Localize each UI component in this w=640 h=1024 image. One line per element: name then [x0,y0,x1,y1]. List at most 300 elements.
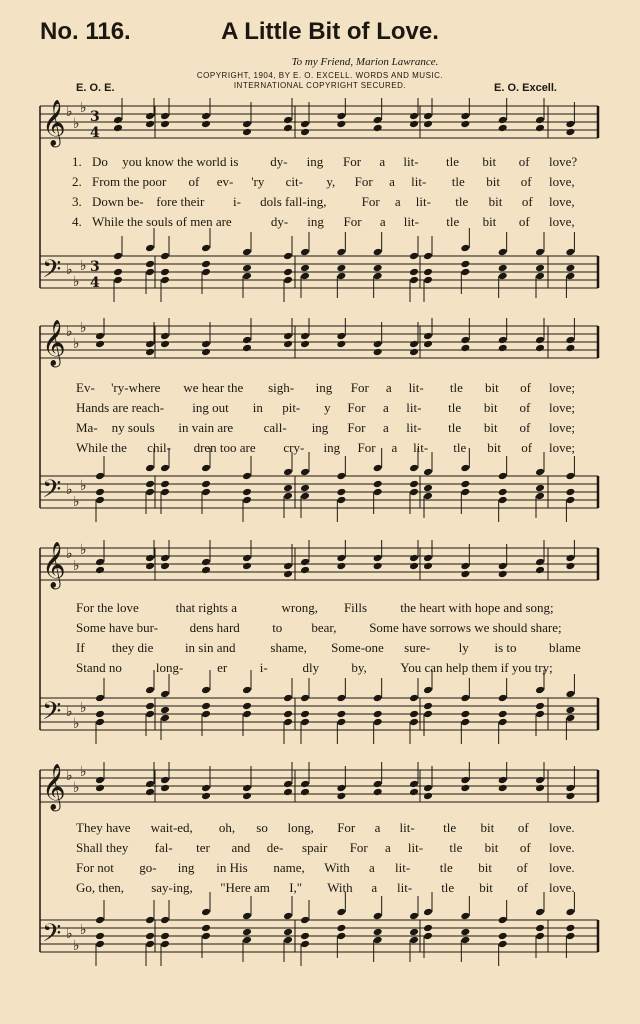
lyric-syllable: Ev- [76,380,95,395]
lyric-syllable: so [256,820,268,835]
flat-icon: ♭ [66,926,73,942]
flat-icon: ♭ [66,324,73,340]
lyric-syllable: For [357,440,376,455]
note-head [201,464,211,473]
music-staves [0,540,640,758]
lyric-syllable: you know the world is [122,154,239,169]
lyric-syllable: of [517,820,529,835]
lyric-syllable: wait-ed, [150,820,193,835]
note-head [498,344,508,353]
note-head [283,332,293,341]
lyric-syllable: lit- [411,174,427,189]
lyric-syllable: bit [479,880,493,895]
lyric-syllable: y, [326,174,336,189]
lyric-syllable: tle [446,214,460,229]
note-head [460,260,470,269]
note-head [201,558,211,567]
lyric-syllable: Some have bur- [76,620,159,635]
lyric-syllable: lit- [406,400,422,415]
note-head [145,916,155,925]
lyric-syllable: tle [446,154,459,169]
verse-number: 3. [72,194,82,209]
lyric-syllable: by, [351,660,367,675]
lyric-syllable: in sin and [184,640,236,655]
note-head [283,484,293,493]
note-head [423,932,433,941]
note-head [242,336,252,345]
note-head [460,912,470,921]
lyric-syllable: lit- [403,154,419,169]
note-head [300,932,310,941]
flat-icon: ♭ [80,478,87,494]
note-head [336,264,346,273]
note-head [242,488,252,497]
note-head [95,932,105,941]
note-head [300,468,310,477]
treble-clef-icon: 𝄞 [42,320,66,366]
note-head [95,916,105,925]
lyric-syllable: lit- [395,860,411,875]
note-head [409,480,419,489]
note-head [409,912,419,921]
note-head [423,562,433,571]
flat-icon: ♭ [73,558,80,574]
note-head [160,690,170,699]
note-head [535,566,545,575]
note-head [145,710,155,719]
verse-number: 1. [72,154,82,169]
lyric-syllable: a [368,860,375,875]
note-head [242,120,252,129]
note-head [145,112,155,121]
note-head [95,488,105,497]
lyric-syllable: bit [486,174,500,189]
note-head [201,784,211,793]
note-head [160,112,170,121]
note-head [409,710,419,719]
note-head [498,940,508,949]
lyric-syllable: love. [549,820,575,835]
note-head [283,562,293,571]
note-head [409,780,419,789]
lyric-syllable: bit [484,380,499,395]
bass-clef-icon: 𝄢 [42,475,62,510]
flat-icon: ♭ [73,780,80,796]
note-head [498,248,508,257]
flat-icon: ♭ [73,274,80,290]
note-head [242,496,252,505]
lyric-syllable: For [347,400,366,415]
lyric-syllable: For not [76,860,114,875]
flat-icon: ♭ [80,922,87,938]
lyric-syllable: in [252,400,263,415]
flat-icon: ♭ [80,258,87,274]
music-system-3 [0,540,640,758]
note-head [460,244,470,253]
music-system-4 [0,762,640,980]
flat-icon: ♭ [66,768,73,784]
note-head [145,780,155,789]
note-head [498,116,508,125]
lyric-syllable: bit [484,840,499,855]
note-head [95,340,105,349]
lyric-syllable: a [383,420,389,435]
lyric-syllable: long- [155,660,184,675]
note-head [95,784,105,793]
lyric-syllable: of [521,194,533,209]
note-head [113,116,123,125]
note-head [95,472,105,481]
note-head [423,686,433,695]
lyric-syllable: lit- [397,880,413,895]
lyric-syllable: and [231,840,251,855]
lyric-syllable: a [384,840,391,855]
lyric-syllable: dy- [270,214,289,229]
note-head [300,120,310,129]
note-head [283,252,293,261]
note-head [336,718,346,727]
note-head [373,248,383,257]
lyric-syllable: Hands are reach- [76,400,165,415]
note-head [423,468,433,477]
note-head [423,710,433,719]
note-head [535,686,545,695]
note-head [242,928,252,937]
note-head [160,276,170,285]
note-head [300,128,310,137]
lyric-syllable: ing [177,860,195,875]
note-head [201,348,211,357]
note-head [565,690,575,699]
note-head [283,124,293,133]
lyric-syllable: of [519,420,531,435]
note-head [535,116,545,125]
lyric-syllable: a [374,820,381,835]
note-head [373,272,383,281]
note-head [423,112,433,121]
note-head [283,570,293,579]
lyric-syllable: tle [451,174,465,189]
note-head [145,788,155,797]
note-head [160,488,170,497]
note-head [409,348,419,357]
lyric-syllable: love. [549,880,575,895]
lyric-syllable: I," [289,880,303,895]
lyric-syllable: i- [259,660,268,675]
note-head [145,702,155,711]
note-head [300,694,310,703]
note-head [95,496,105,505]
note-head [242,344,252,353]
note-head [535,248,545,257]
note-head [145,488,155,497]
lyric-syllable: For [343,214,362,229]
note-head [160,940,170,949]
note-head [201,702,211,711]
flat-icon: ♭ [80,100,87,116]
lyric-syllable: lit- [403,214,419,229]
time-signature-icon: 4 [90,125,100,141]
note-head [373,936,383,945]
note-head [409,120,419,129]
lyric-syllable: 'ry-where [111,380,161,395]
lyric-syllable: ing [307,214,324,229]
note-head [336,120,346,129]
lyric-syllable: of [517,880,529,895]
note-head [95,776,105,785]
note-head [460,488,470,497]
note-head [300,340,310,349]
lyric-syllable: Some-one [331,640,384,655]
note-head [498,570,508,579]
lyric-syllable: sure- [404,640,431,655]
note-head [300,272,310,281]
lyric-syllable: that rights a [175,600,238,615]
lyric-syllable: bit [482,214,497,229]
note-head [300,916,310,925]
note-head [242,792,252,801]
verse-number: 4. [72,214,82,229]
flat-icon: ♭ [73,494,80,510]
note-head [145,260,155,269]
note-head [409,788,419,797]
lyric-syllable: a [389,174,395,189]
note-head [336,908,346,917]
lyric-syllable: ing [315,380,333,395]
dedication: To my Friend, Marion Lawrance. [291,56,439,68]
note-head [535,924,545,933]
lyric-syllable: tle [453,440,467,455]
note-head [201,260,211,269]
note-head [565,248,575,257]
lyric-syllable: chil- [147,440,171,455]
lyric-syllable: dens hard [189,620,240,635]
music-system-1 [0,98,640,316]
note-head [460,344,470,353]
note-head [460,784,470,793]
copyright [120,71,520,91]
lyric-syllable: ing [306,154,324,169]
note-head [565,714,575,723]
lyricist-credit: E. O. E. [76,82,115,94]
lyric-syllable: tle [439,860,453,875]
copyright-line-2: INTERNATIONAL COPYRIGHT SECURED. [233,81,407,90]
note-head [242,264,252,273]
lyric-syllable: shame, [270,640,307,655]
hymn-header [0,0,640,100]
note-head [565,120,575,129]
note-head [409,936,419,945]
note-head [336,924,346,933]
note-head [373,480,383,489]
lyric-syllable: love; [549,440,575,455]
note-head [498,336,508,345]
note-head [535,710,545,719]
note-head [336,472,346,481]
flat-icon: ♭ [80,700,87,716]
note-head [283,276,293,285]
lyric-syllable: bear, [311,620,337,635]
note-head [535,784,545,793]
note-head [145,562,155,571]
lyric-syllable: tle [455,194,469,209]
note-head [283,492,293,501]
note-head [565,792,575,801]
lyric-syllable: dols fall-ing, [260,194,327,209]
note-head [145,554,155,563]
note-head [535,264,545,273]
note-head [565,128,575,137]
note-head [283,340,293,349]
note-head [300,566,310,575]
note-head [336,554,346,563]
flat-icon: ♭ [80,542,87,558]
note-head [242,784,252,793]
lyric-syllable: ev- [216,174,234,189]
note-head [565,472,575,481]
music-system-2 [0,318,640,536]
note-head [460,718,470,727]
bass-clef-icon: 𝄢 [42,697,62,732]
note-head [498,562,508,571]
lyric-syllable: bit [482,154,497,169]
treble-clef-icon: 𝄞 [42,542,66,588]
lyric-syllable: tle [448,420,462,435]
note-head [160,480,170,489]
flat-icon: ♭ [66,704,73,720]
flat-icon: ♭ [73,716,80,732]
note-head [460,710,470,719]
note-head [460,570,470,579]
note-head [460,928,470,937]
note-head [160,554,170,563]
note-head [535,908,545,917]
note-head [460,464,470,473]
lyric-syllable: lit- [406,420,422,435]
flat-icon: ♭ [66,104,73,120]
verse-number: 2. [72,174,82,189]
note-head [201,566,211,575]
lyric-syllable: Some have sorrows we should share; [369,620,562,635]
note-head [201,932,211,941]
note-head [201,112,211,121]
lyric-syllable: dly [302,660,320,675]
note-head [460,480,470,489]
note-head [283,268,293,277]
note-head [336,248,346,257]
note-head [373,562,383,571]
note-head [300,248,310,257]
flat-icon: ♭ [73,938,80,954]
lyric-syllable: If [76,640,85,655]
note-head [409,268,419,277]
note-head [535,272,545,281]
lyric-syllable: the heart with hope and song; [400,600,554,615]
flat-icon: ♭ [66,546,73,562]
note-head [373,124,383,133]
composer-credit: E. O. Excell. [494,82,557,94]
lyric-syllable: a [383,400,389,415]
lyric-syllable: love; [549,420,575,435]
note-head [423,908,433,917]
note-head [535,124,545,133]
note-head [565,496,575,505]
note-head [242,936,252,945]
note-head [535,336,545,345]
treble-clef-icon: 𝄞 [42,100,66,146]
lyric-syllable: love, [549,174,575,189]
note-head [242,702,252,711]
note-head [565,554,575,563]
note-head [300,264,310,273]
note-head [373,264,383,273]
note-head [242,562,252,571]
note-head [336,112,346,121]
note-head [423,268,433,277]
note-head [336,496,346,505]
lyric-syllable: a [379,154,386,169]
note-head [145,244,155,253]
lyric-syllable: blame [549,640,581,655]
note-head [460,268,470,277]
note-head [565,924,575,933]
note-head [283,710,293,719]
lyric-syllable: For [361,194,380,209]
note-head [283,780,293,789]
note-head [373,464,383,473]
lyric-syllable: bit [487,440,501,455]
lyric-syllable: love? [549,154,578,169]
lyric-syllable: of [519,840,531,855]
note-head [300,940,310,949]
note-head [201,686,211,695]
lyric-syllable: tle [441,880,455,895]
note-head [498,694,508,703]
lyric-syllable: a [385,380,392,395]
note-head [373,554,383,563]
note-head [535,932,545,941]
note-head [145,932,155,941]
lyric-syllable: cit- [285,174,303,189]
note-head [145,940,155,949]
lyric-syllable: bit [478,860,492,875]
note-head [565,264,575,273]
note-head [201,244,211,253]
hymn-number: No. 116. [40,18,131,45]
note-head [373,340,383,349]
lyric-syllable: For [337,820,356,835]
note-head [201,792,211,801]
lyric-syllable: With [324,860,350,875]
lyric-syllable: say-ing, [151,880,193,895]
lyric-syllable: love, [549,194,575,209]
note-head [535,468,545,477]
note-head [160,252,170,261]
note-head [373,928,383,937]
flat-icon: ♭ [80,764,87,780]
note-head [201,710,211,719]
note-head [300,332,310,341]
lyric-syllable: lit- [413,440,429,455]
lyric-syllable: tle [449,380,463,395]
lyric-syllable: bit [483,400,498,415]
note-head [95,694,105,703]
lyric-syllable: tle [448,400,462,415]
note-head [565,908,575,917]
note-head [160,332,170,341]
note-head [336,272,346,281]
note-head [460,936,470,945]
